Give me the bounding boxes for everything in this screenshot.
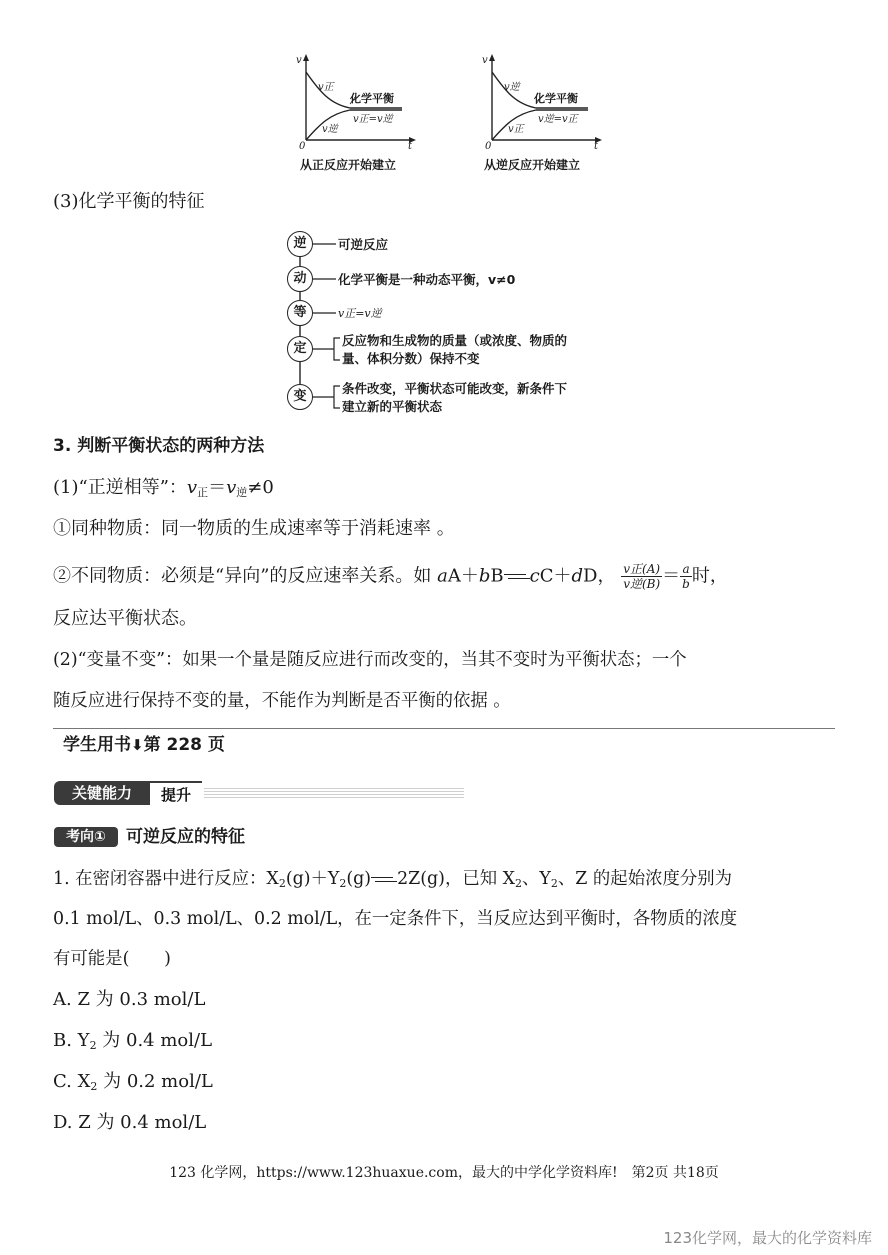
q1-part5: 、Y	[522, 869, 551, 889]
banner-key-ability: 关键能力	[54, 781, 150, 805]
feature-circle-dong: 动	[287, 266, 313, 292]
kaoxiang-badge: 考向①	[54, 827, 118, 847]
feature-desc-bian-2: 建立新的平衡状态	[342, 399, 443, 414]
graph1-upper-label: v正	[318, 82, 334, 93]
option-c-sub: 2	[90, 1080, 98, 1093]
coef-d: d	[571, 565, 584, 587]
feature-desc-deng: v正=v逆	[338, 307, 382, 320]
graph2-caption: 从逆反应开始建立	[484, 158, 581, 172]
method1-diff-line2: 反应达平衡状态。	[53, 608, 197, 629]
option-c-pre: C. X	[53, 1071, 91, 1092]
graph2-origin: 0	[485, 141, 492, 152]
method2-line2: 随反应进行保持不变的量，不能作为判断是否平衡的依据 。	[53, 691, 511, 711]
q1-part6: 、Z 的起始浓度分别为	[557, 869, 733, 889]
graph2-lower-label: v正	[508, 124, 524, 135]
graph2-equilibrium: 化学平衡	[534, 92, 578, 105]
q1-part4: 2Z(g)，已知 X	[397, 869, 516, 889]
species-d: D，	[583, 565, 616, 587]
feature-desc-bian-1: 条件改变，平衡状态可能改变，新条件下	[342, 381, 568, 396]
option-d: D. Z 为 0.4 mol/L	[53, 1112, 207, 1133]
graph2-equality: v逆=v正	[538, 114, 578, 125]
diff-tail: 时，	[691, 565, 728, 587]
option-b	[53, 1029, 212, 1058]
feature-circle-bian: 变	[287, 384, 313, 410]
q1-part2: (g)＋Y	[285, 869, 340, 889]
option-a: A. Z 为 0.3 mol/L	[53, 989, 206, 1010]
sub-zheng: 正	[197, 486, 209, 499]
q1-part1: 1. 在密闭容器中进行反应：X	[53, 869, 279, 889]
divider-rule	[53, 728, 835, 729]
y-arrow	[489, 54, 495, 61]
graph1-axis-x: t	[408, 141, 413, 152]
q1-sub-c: 2	[515, 877, 523, 890]
q1-part3: (g)	[346, 869, 372, 889]
graph1-equality: v正=v逆	[353, 114, 393, 125]
feature-desc-ni: 可逆反应	[338, 237, 389, 252]
rate-fraction	[621, 562, 662, 591]
section-heading-methods: 3. 判断平衡状态的两种方法	[53, 436, 265, 456]
y-arrow	[303, 54, 309, 61]
option-b-pre: B. Y	[53, 1030, 90, 1051]
feature-circle-ding: 定	[287, 336, 313, 362]
feature-desc-ding-2: 量、体积分数）保持不变	[342, 351, 480, 366]
feature-circle-ni: 逆	[287, 231, 313, 257]
method2-line1: (2)“变量不变”：如果一个量是随反应进行而改变的，当其不变时为平衡状态；一个	[53, 650, 687, 670]
q1-sub-b: 2	[339, 877, 347, 890]
feature-desc-dong: 化学平衡是一种动态平衡，v≠0	[338, 272, 516, 287]
question1-line3: 有可能是( )	[53, 949, 171, 969]
v-symbol: v	[186, 477, 198, 498]
coef-fraction	[680, 562, 692, 591]
student-book-label: 学生用书	[63, 735, 131, 755]
page-footer: 123 化学网，https://www.123huaxue.com，最大的中学化学资料库! 第2页 共18页	[169, 1165, 719, 1181]
method1-line	[53, 476, 274, 505]
fraction-equals: ＝	[662, 565, 681, 587]
option-b-post: 为 0.4 mol/L	[96, 1030, 213, 1051]
diff-text: ②不同物质：必须是“异向”的反应速率关系。如	[53, 565, 438, 587]
equals: ＝	[208, 477, 227, 498]
equilibrium-arrow-icon	[504, 572, 530, 582]
section-heading-features: (3)化学平衡的特征	[53, 191, 205, 212]
student-book-page: 第 228 页	[143, 735, 225, 755]
method1-diff-substance	[53, 562, 728, 591]
feature-circle-deng: 等	[287, 300, 313, 326]
graph1-axis-y: v	[296, 55, 302, 66]
method1-prefix: (1)“正逆相等”：	[53, 477, 187, 498]
feature-desc-ding-1: 反应物和生成物的质量（或浓度、物质的	[342, 333, 568, 348]
graph1-caption: 从正反应开始建立	[300, 158, 397, 172]
coef-b: b	[478, 565, 491, 587]
question1-line2: 0.1 mol/L、0.3 mol/L、0.2 mol/L，在一定条件下，当反应达到平衡时，各物质的浓度	[53, 909, 738, 929]
graph1-equilibrium: 化学平衡	[350, 92, 394, 105]
down-arrow-icon: ⬇	[131, 736, 144, 754]
species-a: A＋	[447, 565, 479, 587]
coef-c: c	[529, 565, 540, 587]
graph2-axis-x: t	[594, 141, 599, 152]
equilibrium-arrow-icon	[371, 875, 397, 885]
v-symbol-2: v	[226, 477, 237, 498]
question1-line1	[53, 867, 732, 896]
graph2-upper-label: v逆	[504, 82, 520, 93]
coef-num: a	[680, 562, 692, 577]
coef-den: b	[682, 577, 690, 591]
rate-num: v正(A)	[621, 562, 662, 577]
option-c	[53, 1070, 213, 1099]
graph1-origin: 0	[299, 141, 306, 152]
graph2-axis-y: v	[482, 55, 488, 66]
coef-a: a	[437, 565, 448, 587]
graph1-lower-label: v逆	[322, 124, 338, 135]
option-b-sub: 2	[89, 1039, 97, 1052]
banner-improve: 提升	[150, 781, 202, 805]
species-b: B	[490, 565, 504, 587]
sub-ni: 逆	[236, 486, 248, 499]
banner-stripes	[204, 788, 464, 800]
method1-same-substance: ①同种物质：同一物质的生成速率等于消耗速率 。	[53, 518, 455, 539]
option-c-post: 为 0.2 mol/L	[97, 1071, 213, 1092]
q1-sub-a: 2	[278, 877, 286, 890]
watermark: 123化学网，最大的化学资料库	[663, 1229, 872, 1247]
q1-sub-d: 2	[550, 877, 558, 890]
kaoxiang-title: 可逆反应的特征	[126, 827, 245, 847]
student-book-ref	[63, 733, 225, 757]
rate-den: v逆(B)	[623, 577, 661, 591]
species-c: C＋	[539, 565, 572, 587]
not-zero: ≠0	[247, 477, 274, 498]
